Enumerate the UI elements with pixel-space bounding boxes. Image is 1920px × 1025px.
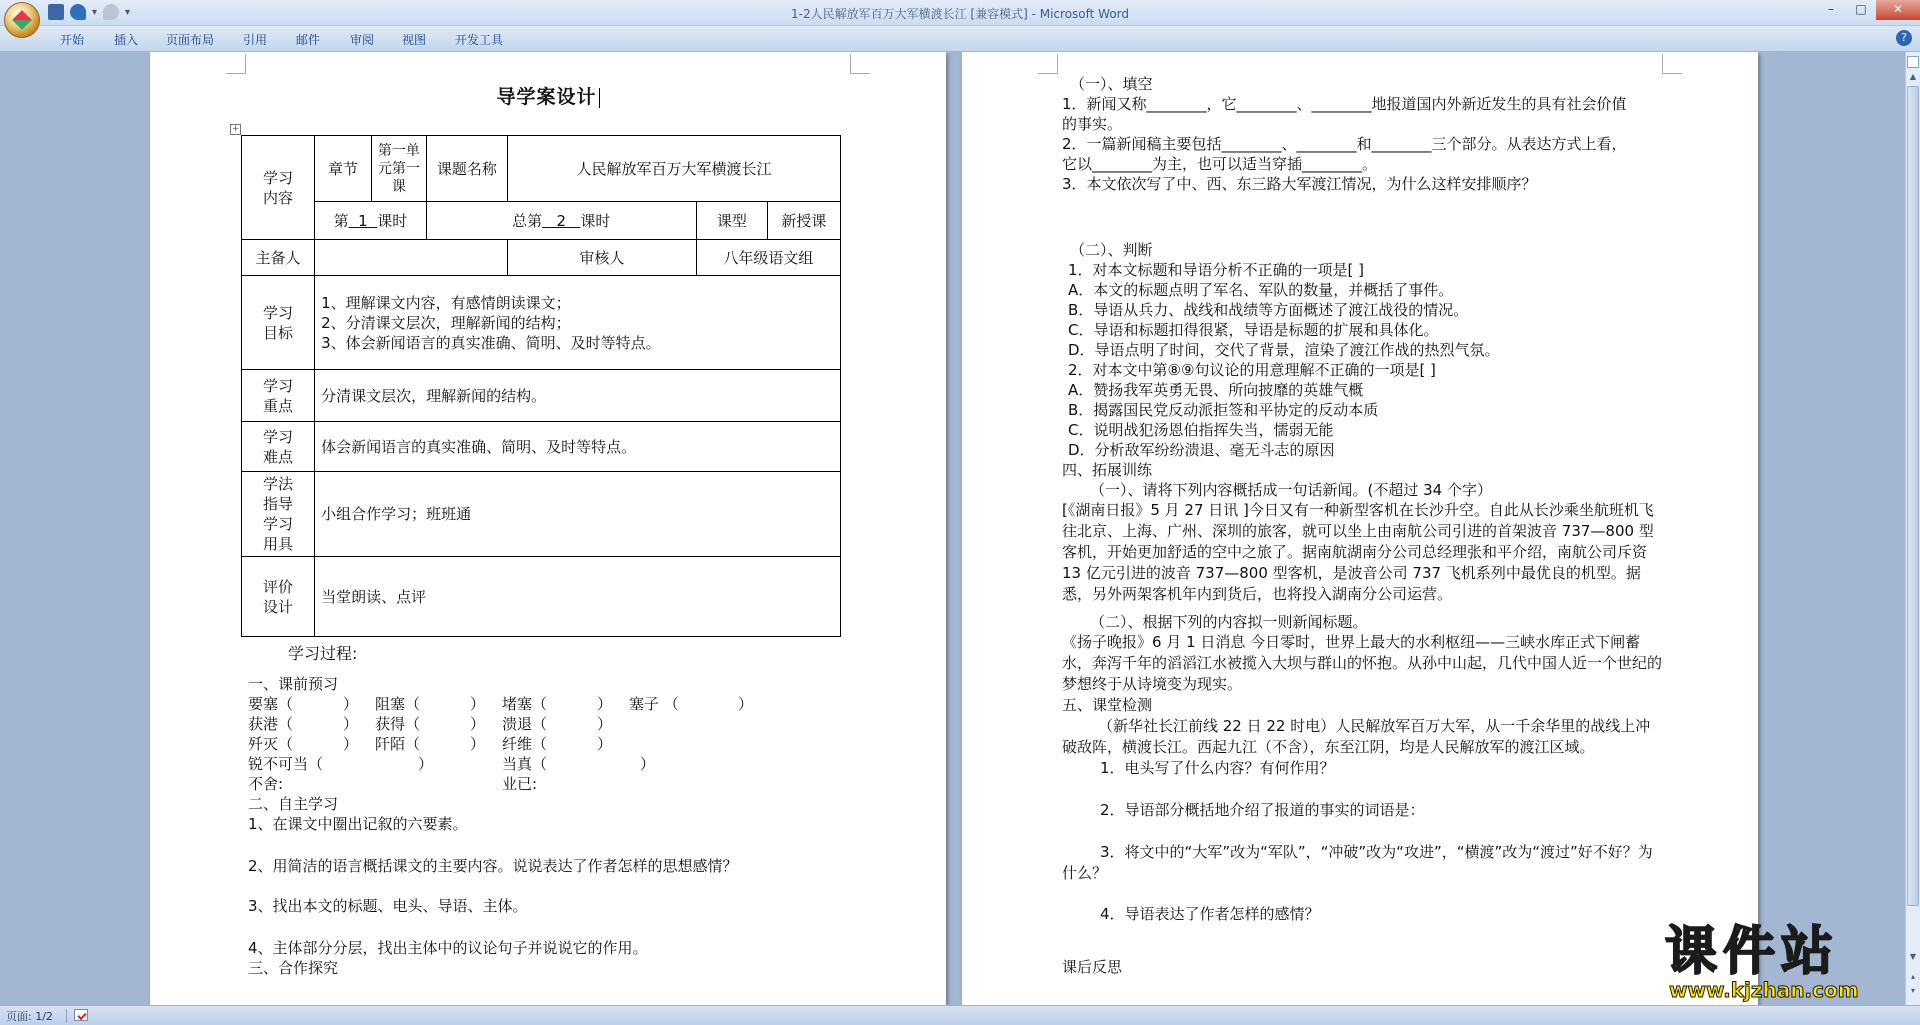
title-text: 导学案设计 (496, 86, 597, 108)
fill-question: 它以________为主，也可以适当穿插________。 (1062, 155, 1378, 173)
window-controls (1816, 0, 1920, 20)
total-suffix: 课时 (580, 211, 611, 230)
extension-heading: 四、拓展训练 (1062, 461, 1153, 479)
judge-option: A．本文的标题点明了军名、军队的数量，并概括了事件。 (1068, 281, 1454, 299)
idiom-item: 当真（ (502, 755, 548, 773)
difficulties-label: 学习 难点 (242, 422, 315, 472)
fill-question: 3．本文依次写了中、西、东三路大军渡江情况，为什么这样安排顺序？ (1062, 175, 1537, 193)
scroll-up-icon[interactable]: ▲ (1909, 72, 1917, 81)
lesson-plan-table (241, 135, 841, 637)
table-row (242, 422, 841, 472)
window-title (0, 5, 1920, 22)
page-title (150, 82, 946, 109)
ruler-toggle-icon[interactable] (1907, 56, 1919, 68)
word-item: 不舍: (248, 775, 284, 793)
word-item: 业已: (502, 775, 538, 793)
vocab-item: 要塞（ (248, 695, 294, 713)
tab-developer[interactable]: 开发工具 (455, 33, 504, 47)
maximize-button[interactable]: □ (1855, 2, 1867, 16)
test-question: 4．导语表达了作者怎样的感情？ (1100, 905, 1320, 923)
self-study-heading: 二、自主学习 (248, 795, 339, 813)
chapter-value: 第一单元第一课 (371, 136, 426, 202)
learning-content-label: 学习 内容 (242, 136, 315, 240)
period-cell (315, 202, 427, 240)
vertical-scrollbar[interactable] (1905, 52, 1920, 1005)
idiom-bracket: ） (418, 755, 434, 773)
vocab-bracket: ） (470, 695, 486, 713)
vocab-bracket: ） (470, 715, 486, 733)
vocab-bracket: ） (738, 695, 754, 713)
tab-page-layout[interactable]: 页面布局 (166, 33, 215, 47)
page-count[interactable]: 页面: 1/2 (6, 1010, 53, 1023)
evaluation-label: 评价 设计 (242, 557, 315, 637)
difficulties-value: 体会新闻语言的真实准确、简明、及时等特点。 (315, 422, 841, 472)
next-page-icon[interactable]: ▾ (1910, 986, 1915, 995)
judge-option: D．导语点明了时间，交代了背景，渲染了渡江作战的热烈气氛。 (1068, 341, 1500, 359)
office-button[interactable] (4, 2, 40, 38)
idiom-bracket: ） (640, 755, 656, 773)
reflection-heading: 课后反思 (1062, 958, 1123, 976)
method-label: 学法 指导 学习 用具 (242, 472, 315, 557)
vocab-bracket: ） (597, 695, 613, 713)
customize-qat-icon[interactable]: ▾ (125, 6, 131, 18)
test-passage: （新华社长江前线 22 日 22 时电）人民解放军百万大军，从一千余华里的战线上冲破敌阵，横渡长江。西起九江（不含），东至江阴，均是人民解放军的渡江区域。 (1062, 717, 1651, 756)
title-bar (0, 0, 1920, 26)
extension-task: （一）、请将下列内容概括成一句话新闻。(不超过 34 个字） (1090, 481, 1492, 499)
self-study-item: 2、用简洁的语言概括课文的主要内容。说说表达了作者怎样的思想感情？ (248, 857, 738, 875)
total-prefix: 总第 (512, 211, 543, 230)
undo-dropdown-icon[interactable]: ▾ (92, 6, 98, 18)
tab-insert[interactable]: 插入 (114, 33, 139, 47)
vocab-bracket: ） (343, 715, 359, 733)
judge-option: A．赞扬我军英勇无畏、所向披靡的英雄气概 (1068, 381, 1364, 399)
text-cursor (599, 88, 600, 108)
table-move-handle-icon[interactable]: + (231, 124, 240, 134)
test-question: 3．将文中的“大军”改为“军队”，“冲破”改为“攻进”，“横渡”改为“渡过”好不好？为什么？ (1062, 843, 1653, 882)
vocab-item: 阻塞（ (375, 695, 421, 713)
app-name: Microsoft Word (1039, 7, 1130, 21)
extension-task: （二）、根据下列的内容拟一则新闻标题。 (1090, 613, 1368, 631)
vocab-item: 溃退（ (502, 715, 548, 733)
period-suffix: 课时 (377, 211, 408, 230)
preparer-value[interactable] (315, 240, 508, 276)
document-name: 1-2人民解放军百万大军横渡长江 [兼容模式] - (790, 7, 1040, 21)
tab-review[interactable]: 审阅 (350, 33, 375, 47)
fill-heading: （一）、填空 (1070, 75, 1153, 93)
margin-corner-mark (1038, 54, 1058, 74)
table-row (242, 276, 841, 370)
judge-question: 1．对本文标题和导语分析不正确的一项是[ ] (1068, 261, 1365, 279)
vocab-bracket: ） (597, 715, 613, 733)
key-points-value: 分清课文层次，理解新闻的结构。 (315, 370, 841, 422)
goal-item: 3、体会新闻语言的真实准确、简明、及时等特点。 (321, 333, 661, 352)
vocab-bracket: ） (343, 735, 359, 753)
total-period-cell (426, 202, 696, 240)
tab-view[interactable]: 视图 (402, 33, 427, 47)
margin-corner-mark (226, 54, 246, 74)
extension-passage: [《湖南日报》5 月 27 日讯 ]今日又有一种新型客机在长沙升空。自此从长沙乘坐航班机飞往北京、上海、广州、深圳的旅客，就可以坐上由南航公司引进的首架波音 737—800 型客机，开始更加舒适的空中之旅了。据南航湖南分公司总经理张和平介绍，南航公司斥资 13 亿元引进的波音 737—800 型客机，是波音公司 737 飞机系列中最优良的机型。据悉，另外两架客机年内到货后，也将投入湖南分公司运营。 (1062, 501, 1654, 603)
previous-page-icon[interactable]: ▴ (1910, 972, 1915, 981)
document-workspace (0, 52, 1905, 1005)
status-bar (0, 1005, 1920, 1025)
goal-item: 2、分清课文层次，理解新闻的结构； (321, 313, 571, 332)
watermark-url: www.kjzhan.com (1669, 978, 1859, 1002)
table-row (242, 557, 841, 637)
judge-option: D．分析敌军纷纷溃退、毫无斗志的原因 (1068, 441, 1335, 459)
type-label: 课型 (696, 202, 767, 240)
vocab-item: 塞子 （ (629, 695, 679, 713)
judge-heading: （二）、判断 (1070, 241, 1153, 259)
method-value: 小组合作学习；班班通 (315, 472, 841, 557)
fill-question: 2．一篇新闻稿主要包括________、________和________三个部分。从表达方式上看， (1062, 135, 1627, 153)
topic-label: 课题名称 (426, 136, 507, 202)
type-value: 新授课 (767, 202, 840, 240)
period-number-value: 1 (358, 211, 368, 230)
scrollbar-thumb[interactable] (1907, 86, 1919, 906)
ribbon-tabs (0, 26, 1920, 52)
vocab-bracket: ） (597, 735, 613, 753)
self-study-item: 3、找出本文的标题、电头、导语、主体。 (248, 897, 528, 915)
site-watermark (1665, 922, 1905, 1002)
self-study-item: 4、主体部分分层，找出主体中的议论句子并说说它的作用。 (248, 939, 648, 957)
tab-references[interactable]: 引用 (243, 33, 268, 47)
table-row (242, 240, 841, 276)
tab-home[interactable]: 开始 (60, 33, 85, 47)
office-logo-icon (12, 10, 32, 30)
vocab-item: 纤维（ (502, 735, 548, 753)
table-row (242, 136, 841, 202)
table-row (242, 370, 841, 422)
margin-corner-mark (1662, 54, 1682, 74)
tab-mailings[interactable]: 邮件 (296, 33, 321, 47)
proofing-icon[interactable] (74, 1009, 88, 1021)
chapter-label: 章节 (315, 136, 372, 202)
table-row (242, 472, 841, 557)
test-question: 2．导语部分概括地介绍了报道的事实的词语是： (1100, 801, 1425, 819)
topic-value: 人民解放军百万大军横渡长江 (507, 136, 840, 202)
group-value: 八年级语文组 (696, 240, 840, 276)
idiom-item: 锐不可当（ (248, 755, 324, 773)
judge-question: 2．对本文中第⑧⑨句议论的用意理解不正确的一项是[ ] (1068, 361, 1436, 379)
period-number (349, 212, 378, 230)
goals-value (315, 276, 841, 370)
page-2[interactable] (962, 52, 1758, 1005)
period-prefix: 第 (333, 211, 349, 230)
vocab-item: 获得（ (375, 715, 421, 733)
scroll-down-icon[interactable]: ▼ (1909, 952, 1917, 961)
process-heading: 学习过程: (288, 644, 358, 663)
judge-option: C．说明战犯汤恩伯指挥失当，懦弱无能 (1068, 421, 1334, 439)
status-divider (66, 1009, 67, 1023)
evaluation-value: 当堂朗读、点评 (315, 557, 841, 637)
minimize-button[interactable]: – (1828, 2, 1834, 16)
test-question: 1．电头写了什么内容？有何作用？ (1100, 759, 1335, 777)
vocab-item: 阡陌（ (375, 735, 421, 753)
key-points-label: 学习 重点 (242, 370, 315, 422)
close-button[interactable]: ✕ (1876, 0, 1920, 20)
fill-question: 1．新闻又称________，它________、________地报道国内外新近发生的具有社会价值 (1062, 95, 1627, 113)
cooperation-heading: 三、合作探究 (248, 959, 339, 977)
vocab-bracket: ） (343, 695, 359, 713)
judge-option: B．揭露国民党反动派拒签和平协定的反动本质 (1068, 401, 1379, 419)
test-heading: 五、课堂检测 (1062, 696, 1153, 714)
total-number (542, 212, 580, 230)
fill-question: 的事实。 (1062, 115, 1123, 133)
judge-option: B．导语从兵力、战线和战绩等方面概述了渡江战役的情况。 (1068, 301, 1469, 319)
preparer-label: 主备人 (242, 240, 315, 276)
vocab-item: 堵塞（ (502, 695, 548, 713)
goals-label: 学习 目标 (242, 276, 315, 370)
vocab-bracket: ） (470, 735, 486, 753)
goal-item: 1、理解课文内容，有感情朗读课文； (321, 293, 571, 312)
reviewer-label: 审核人 (507, 240, 696, 276)
margin-corner-mark (850, 54, 870, 74)
table-row (242, 202, 841, 240)
judge-option: C．导语和标题扣得很紧，导语是标题的扩展和具体化。 (1068, 321, 1439, 339)
total-number-value: 2 (556, 211, 567, 230)
vocab-item: 获港（ (248, 715, 294, 733)
vocab-item: 歼灭（ (248, 735, 294, 753)
self-study-item: 1、在课文中圈出记叙的六要素。 (248, 815, 468, 833)
help-icon[interactable]: ? (1896, 30, 1912, 46)
page-1[interactable] (150, 52, 946, 1005)
preview-heading: 一、课前预习 (248, 675, 339, 693)
watermark-logo: 课件站 (1665, 922, 1840, 982)
extension-passage: 《扬子晚报》6 月 1 日消息 今日零时，世界上最大的水利枢纽——三峡水库正式下闸蓄水，奔泻千年的滔滔江水被揽入大坝与群山的怀抱。从孙中山起，几代中国人近一个世纪的梦想终于从诗境变为现实。 (1062, 633, 1663, 693)
